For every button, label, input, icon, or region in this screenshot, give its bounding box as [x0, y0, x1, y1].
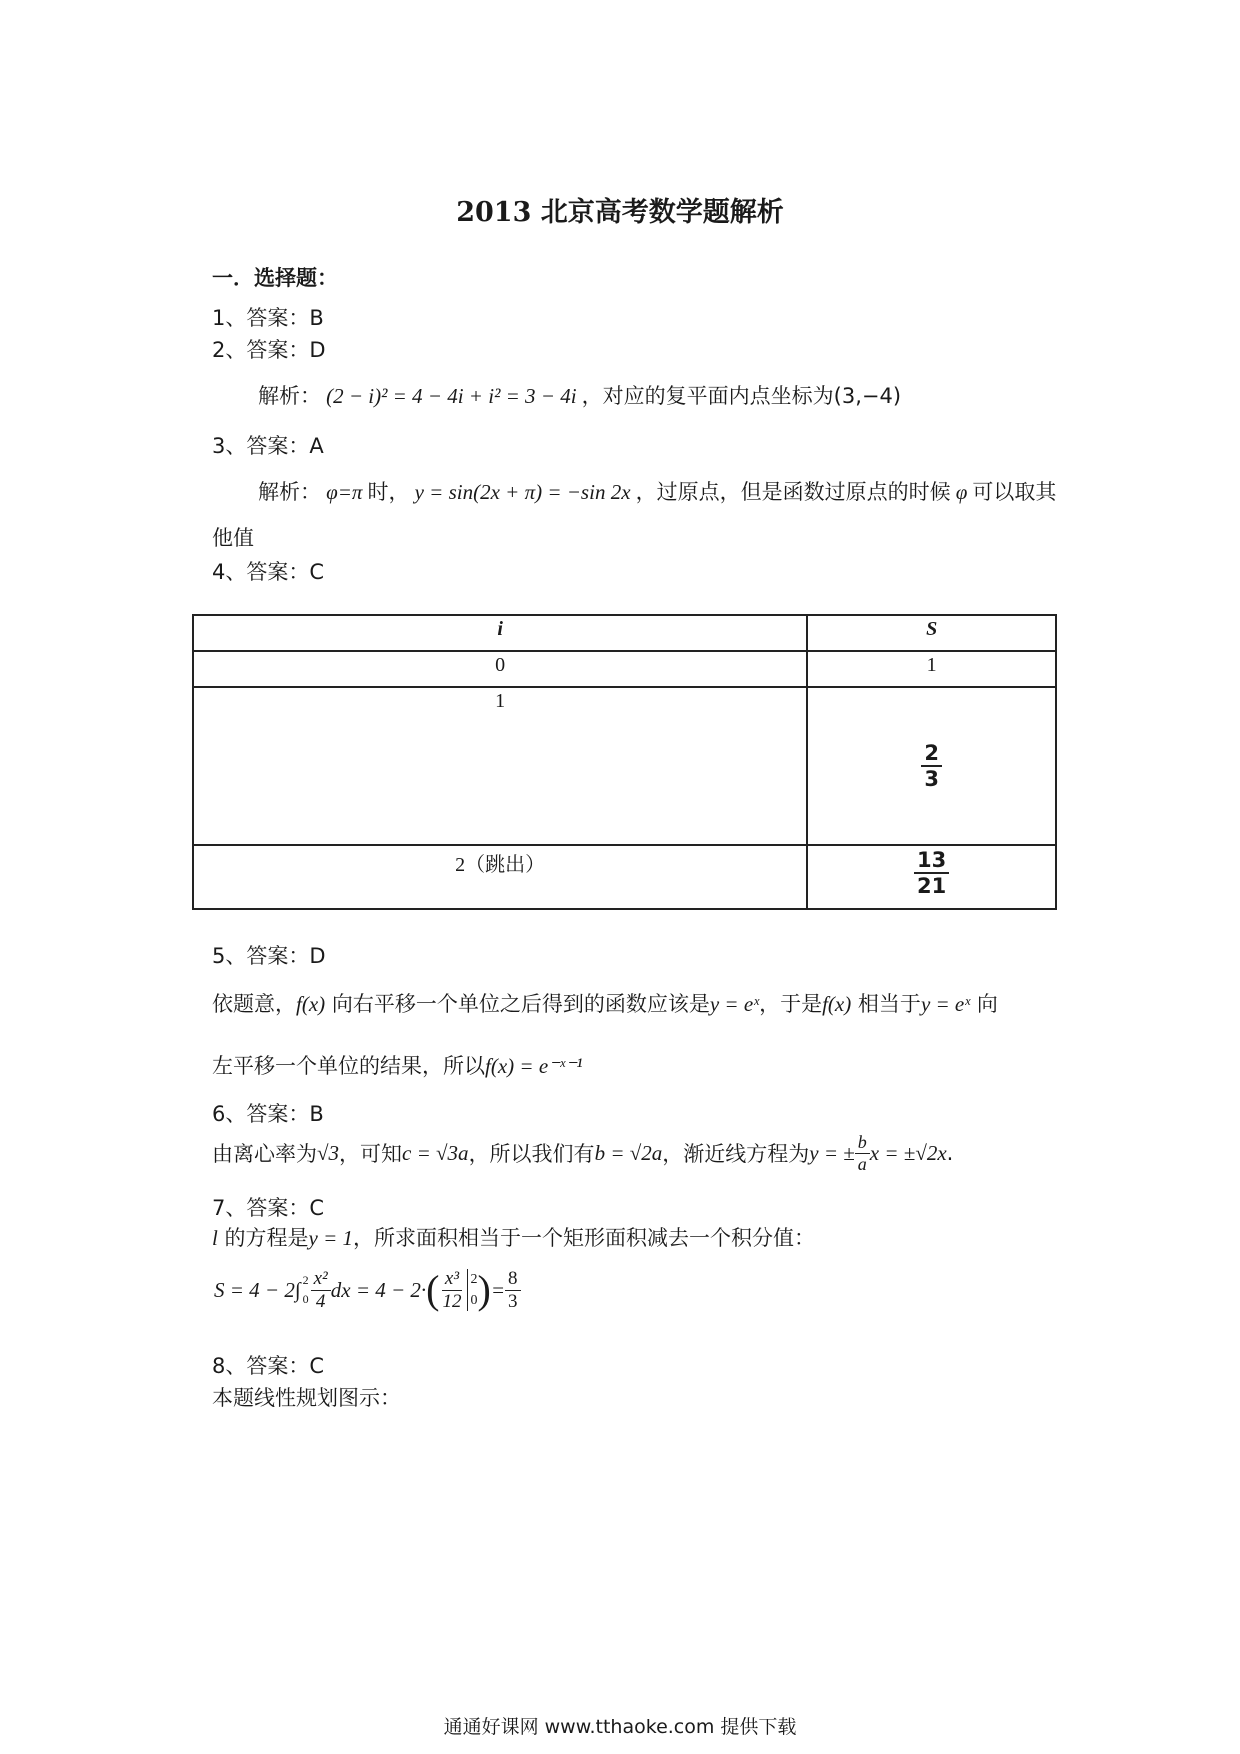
formula: S = 4 − 2∫: [214, 1277, 301, 1302]
formula: φ: [955, 480, 968, 504]
table-cell: 1: [193, 687, 807, 845]
analysis-text: ，渐近线方程为: [662, 1142, 810, 1167]
fraction-denominator: a: [857, 1153, 867, 1174]
formula: c = √3a: [402, 1140, 469, 1165]
formula: =: [490, 1277, 505, 1302]
fraction-numerator: 2: [921, 741, 942, 767]
fraction-denominator: 4: [315, 1290, 326, 1312]
fraction-denominator: 3: [508, 1290, 518, 1312]
footer-text: 通通好课网 www.tthaoke.com 提供下载: [443, 1716, 797, 1738]
analysis-text: 可以取其: [972, 480, 1057, 504]
answer-5: 5、答案：D: [212, 944, 326, 968]
table-cell: [807, 687, 1056, 845]
answer-1: 1、答案：B: [212, 306, 324, 330]
right-paren: ): [477, 1267, 491, 1313]
analysis-text: 时，: [367, 480, 410, 504]
analysis-text: ，对应的复平面内点坐标为(3,−4): [581, 384, 902, 408]
analysis-2: [258, 380, 901, 410]
analysis-6: [212, 1132, 953, 1174]
fraction: [440, 1268, 465, 1313]
analysis-text: 左平移一个单位的结果，所以: [212, 1054, 485, 1078]
analysis-label: 解析：: [258, 480, 321, 504]
analysis-5-line2: [212, 1050, 583, 1080]
fraction-numerator: b: [855, 1132, 870, 1154]
period: .: [946, 1141, 954, 1166]
table-row: [193, 845, 1056, 909]
fraction: [914, 848, 949, 898]
analysis-text: ，所求面积相当于一个矩形面积减去一个积分值：: [353, 1226, 816, 1250]
analysis-text: ，于是: [759, 992, 823, 1016]
fraction-numerator: 8: [505, 1268, 521, 1291]
integral-formula: [214, 1268, 521, 1313]
answer-6: 6、答案：B: [212, 1102, 324, 1126]
table-cell: [807, 845, 1056, 909]
table-cell: 2（跳出）: [193, 845, 807, 909]
analysis-3: [258, 476, 1056, 506]
analysis-text: ，所以我们有: [468, 1142, 595, 1167]
lower-limit: 0: [470, 1293, 478, 1309]
analysis-text: 相当于: [851, 992, 921, 1016]
analysis-text: 的方程是: [217, 1226, 309, 1250]
analysis-7: [212, 1222, 815, 1252]
section-heading: 一．选择题：: [212, 266, 338, 290]
formula: (2 − i)² = 4 − 4i + i² = 3 − 4i: [326, 384, 577, 408]
analysis-text: 向: [970, 992, 998, 1016]
integral-limits: [303, 1271, 309, 1309]
analysis-text: 依题意，: [212, 992, 296, 1016]
formula: f(x) = e⁻ˣ⁻¹: [485, 1054, 583, 1078]
analysis-text: ，过原点，但是函数过原点的时候: [635, 480, 951, 504]
analysis-8: 本题线性规划图示：: [212, 1386, 401, 1410]
fraction-denominator: 3: [924, 767, 939, 791]
fraction-denominator: 12: [442, 1290, 462, 1312]
answer-4: 4、答案：C: [212, 560, 325, 584]
answer-3: 3、答案：A: [212, 434, 324, 458]
lower-limit: 0: [302, 1292, 309, 1307]
left-paren: (: [426, 1267, 440, 1313]
loop-table: [192, 614, 1057, 910]
analysis-5-line1: [212, 988, 998, 1018]
fraction: [855, 1132, 870, 1174]
upper-limit: 2: [302, 1273, 309, 1288]
formula: f(x): [822, 992, 852, 1016]
fraction: [505, 1268, 521, 1313]
upper-limit: 2: [470, 1272, 478, 1288]
table-row: [193, 651, 1056, 687]
analysis-3-continued: 他值: [212, 526, 254, 550]
answer-7: 7、答案：C: [212, 1196, 325, 1220]
formula: b = √2a: [594, 1140, 663, 1165]
fraction-denominator: 21: [917, 874, 947, 899]
fraction: [921, 741, 942, 791]
fraction-numerator: x³: [442, 1268, 462, 1291]
formula: l: [212, 1226, 218, 1250]
evaluation-bar: [467, 1269, 478, 1311]
formula: f(x): [296, 992, 326, 1016]
analysis-text: 向右平移一个单位之后得到的函数应该是: [325, 992, 710, 1016]
analysis-text: ，可知: [339, 1142, 403, 1167]
formula: x = ±√2x: [869, 1140, 947, 1165]
fraction: [311, 1268, 331, 1313]
formula: y = eˣ: [709, 992, 760, 1016]
page-title: 2013 北京高考数学题解析: [456, 197, 784, 228]
fraction-numerator: x²: [311, 1268, 331, 1291]
table-cell: 1: [807, 651, 1056, 687]
answer-2: 2、答案：D: [212, 338, 326, 362]
formula: y = 1: [308, 1226, 354, 1250]
formula: √3: [317, 1140, 340, 1165]
formula: y = eˣ: [920, 992, 971, 1016]
analysis-label: 解析：: [258, 384, 321, 408]
formula: dx = 4 − 2·: [330, 1277, 427, 1302]
table-row: [193, 687, 1056, 845]
fraction-numerator: 13: [914, 848, 949, 874]
table-header-i: i: [193, 615, 807, 651]
formula: y = sin(2x + π) = −sin 2x: [414, 480, 631, 504]
formula: y = ±: [809, 1140, 855, 1165]
analysis-text: 由离心率为: [212, 1142, 317, 1167]
formula: φ=π: [326, 480, 363, 504]
answer-8: 8、答案：C: [212, 1354, 325, 1378]
table-header-s: S: [807, 615, 1056, 651]
table-cell: 0: [193, 651, 807, 687]
